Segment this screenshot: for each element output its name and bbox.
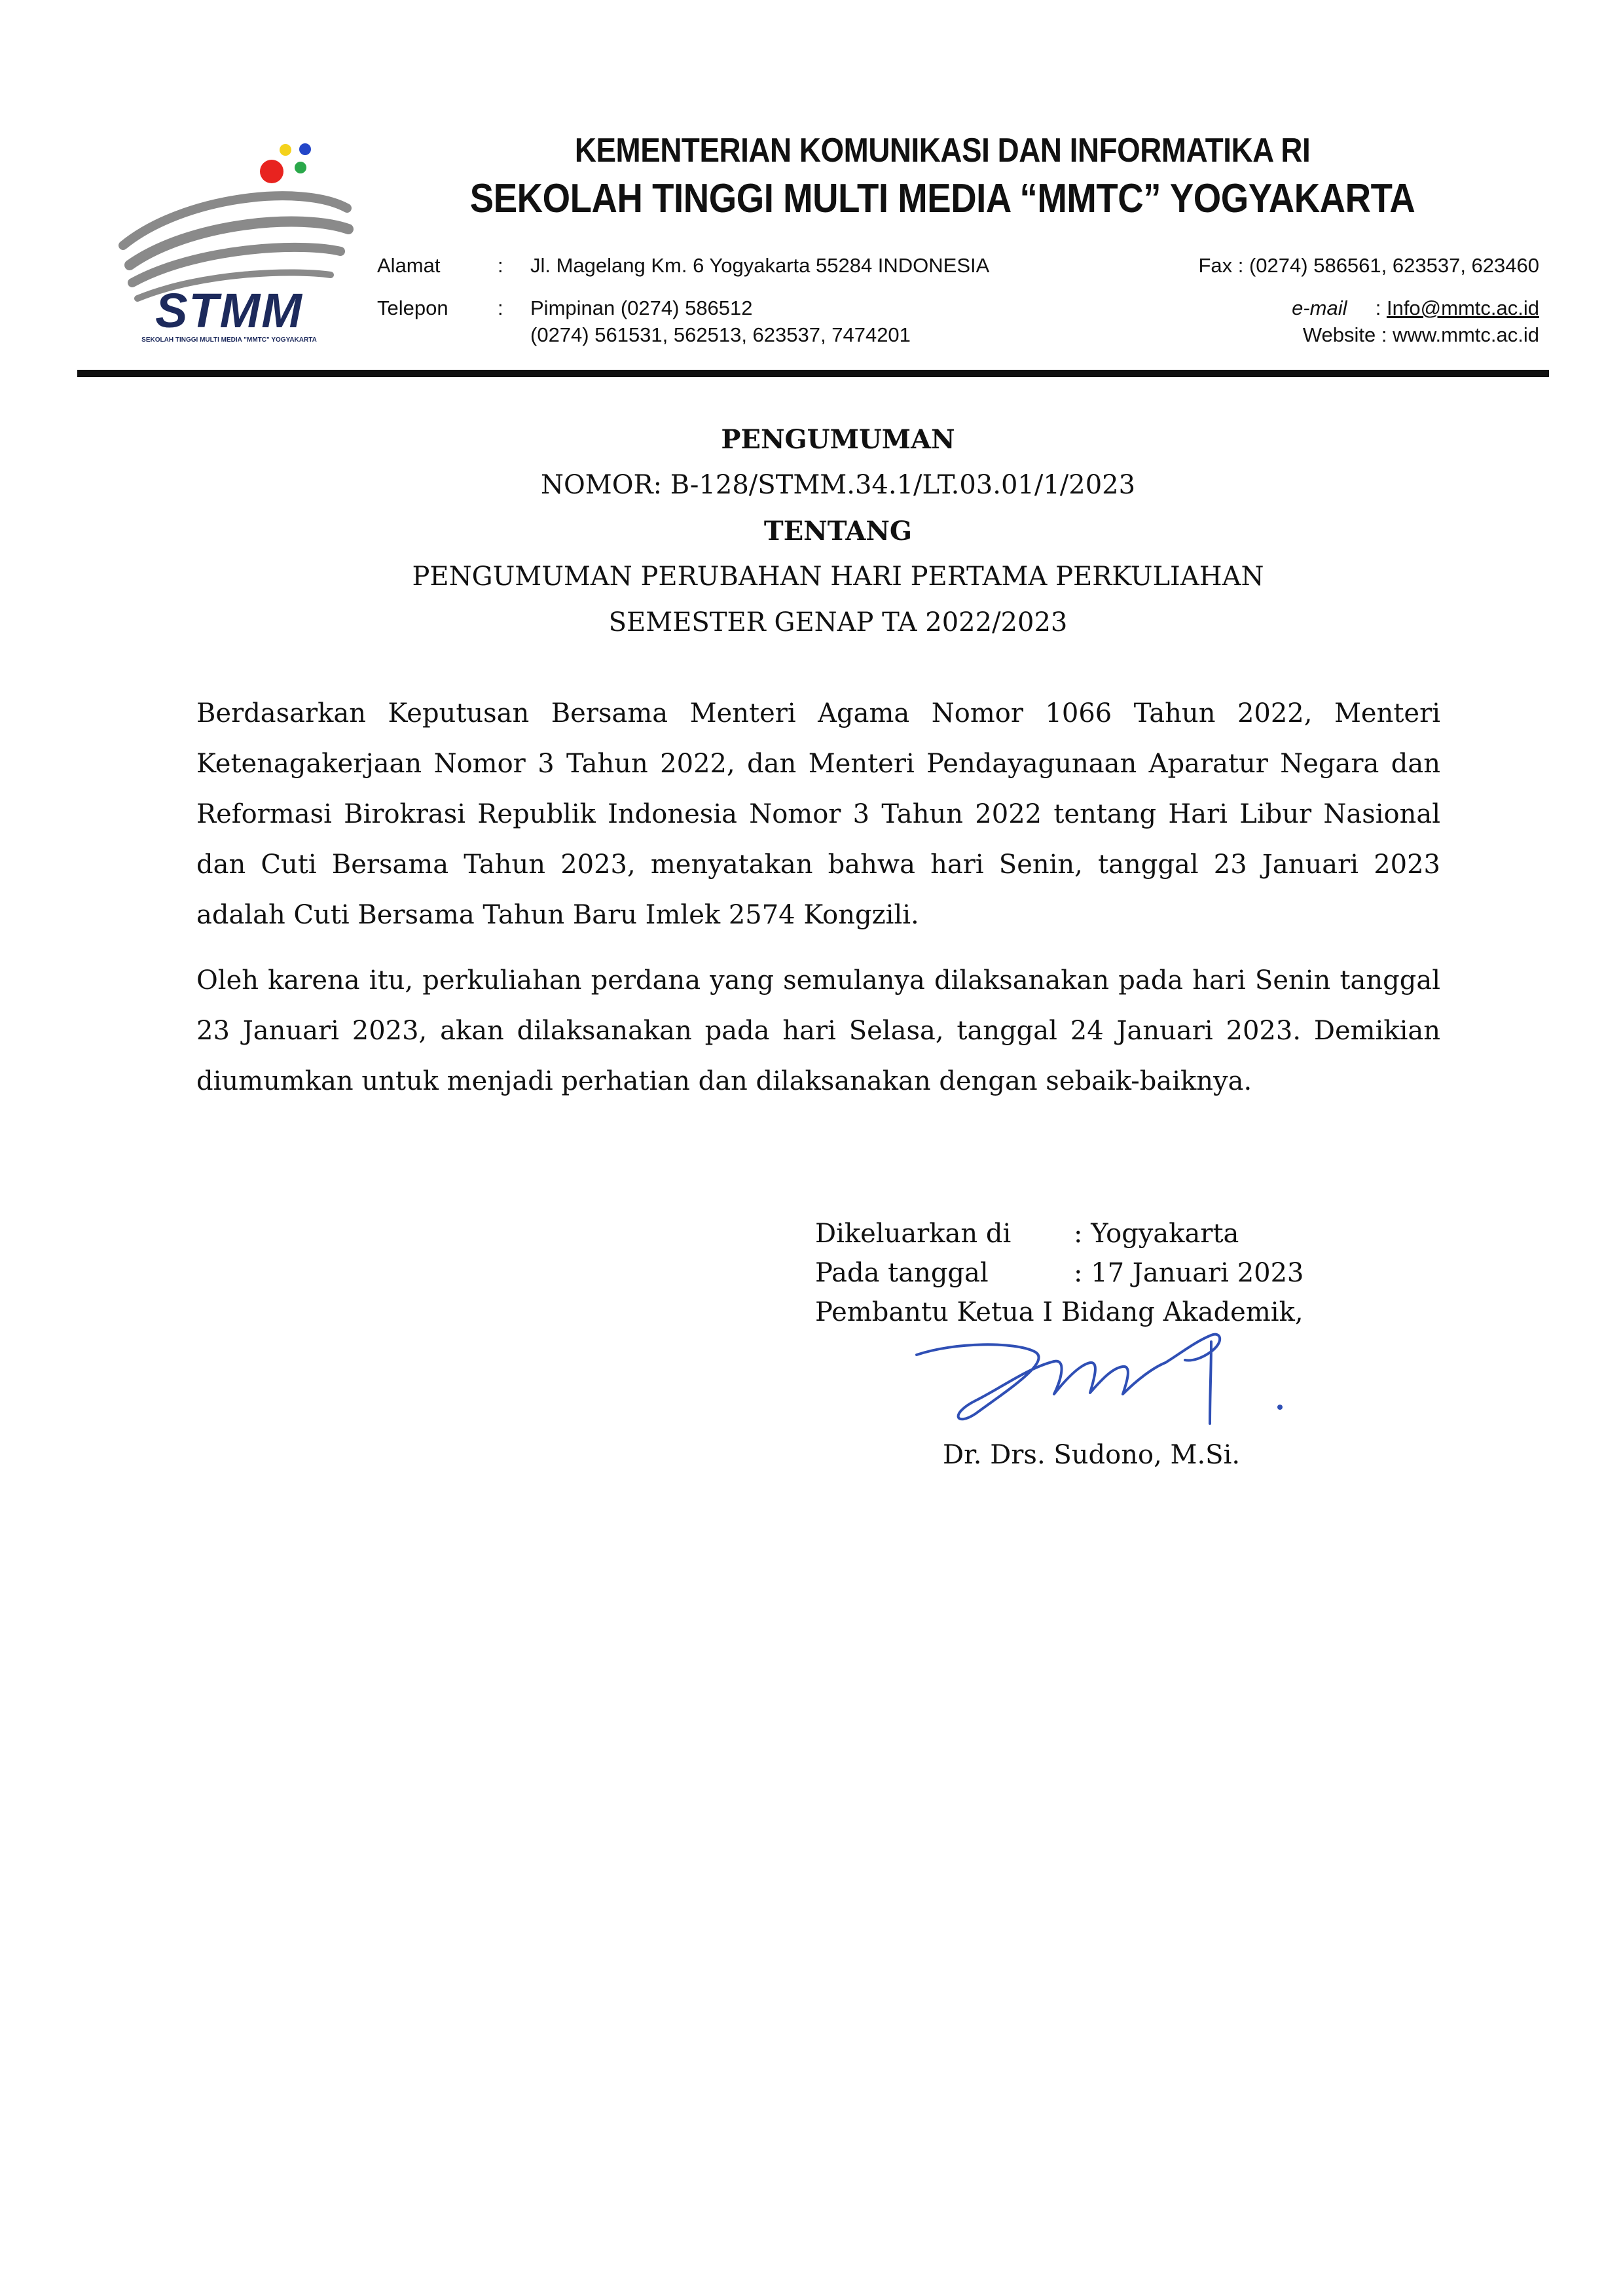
date-label: Pada tanggal — [815, 1258, 989, 1288]
handwritten-signature — [903, 1316, 1296, 1446]
signer-name: Dr. Drs. Sudono, M.Si. — [943, 1440, 1241, 1470]
document-heading: PENGUMUMAN — [721, 424, 955, 455]
ministry-name: KEMENTERIAN KOMUNIKASI DAN INFORMATIKA RI — [574, 132, 1311, 170]
phone-leadership: Pimpinan (0274) 586512 — [530, 296, 753, 319]
letterhead-divider — [77, 370, 1549, 377]
institution-name: SEKOLAH TINGGI MULTI MEDIA “MMTC” YOGYAKARTA — [469, 176, 1415, 221]
address-value: Jl. Magelang Km. 6 Yogyakarta 55284 INDONESIA — [530, 254, 990, 277]
email-link[interactable]: Info@mmtc.ac.id — [1386, 296, 1539, 319]
website: Website : www.mmtc.ac.id — [1302, 323, 1539, 346]
document-number: NOMOR: B-128/STMM.34.1/LT.03.01/1/2023 — [540, 470, 1136, 500]
email-label: e-mail — [1292, 296, 1347, 319]
fax-number: Fax : (0274) 586561, 623537, 623460 — [1198, 254, 1539, 277]
body-paragraph-1: Berdasarkan Keputusan Bersama Menteri Agama Nomor 1066 Tahun 2022, Menteri Ketenagakerjaan Nomor 3 Tahun 2022, dan Menteri Pendayagunaan Aparatur Negara dan Reformasi Birokrasi Republik Indonesia Nomor 3 Tahun 2022 tentang Hari Libur Nasional dan Cuti Bersama Tahun 2023, menyatakan bahwa hari Senin, tanggal 23 Januari 2023 adalah Cuti Bersama Tahun Baru Imlek 2574 Kongzili. — [196, 698, 1440, 930]
about-heading: TENTANG — [763, 516, 913, 547]
subject-line-1: PENGUMUMAN PERUBAHAN HARI PERTAMA PERKULIAHAN — [412, 562, 1264, 592]
date-value: : 17 Januari 2023 — [1074, 1258, 1304, 1288]
signer-position: Pembantu Ketua I Bidang Akademik, — [815, 1297, 1304, 1327]
address-label: Alamat — [377, 254, 441, 277]
logo-wordmark: STMM — [155, 283, 303, 338]
issued-at-value: : Yogyakarta — [1074, 1219, 1239, 1249]
phone-label: Telepon — [377, 296, 448, 319]
subject-line-2: SEMESTER GENAP TA 2022/2023 — [608, 607, 1068, 637]
phone-colon: : — [498, 296, 503, 319]
email-row — [1292, 296, 1539, 320]
phone-general: (0274) 561531, 562513, 623537, 7474201 — [530, 323, 911, 346]
logo-caption: SEKOLAH TINGGI MULTI MEDIA "MMTC" YOGYAKARTA — [141, 336, 317, 344]
address-colon: : — [498, 254, 503, 277]
body-paragraph-2: Oleh karena itu, perkuliahan perdana yang semulanya dilaksanakan pada hari Senin tanggal 23 Januari 2023, akan dilaksanakan pada hari Selasa, tanggal 24 Januari 2023. Demikian diumumkan untuk menjadi perhatian dan dilaksanakan dengan sebaik-baiknya. — [196, 965, 1440, 1096]
email-colon: : — [1375, 296, 1381, 319]
issued-at-label: Dikeluarkan di — [815, 1219, 1012, 1249]
